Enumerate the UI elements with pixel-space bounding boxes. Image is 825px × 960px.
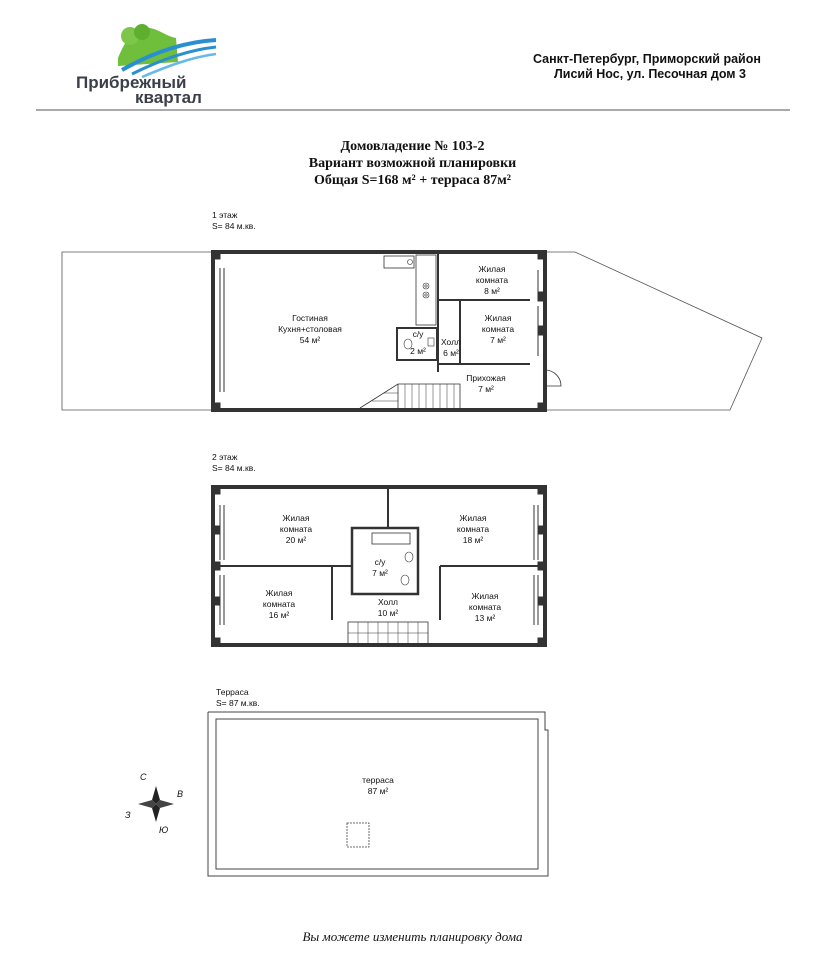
room-f1-hall-area: 6 м² bbox=[443, 348, 459, 358]
terrace-area: S= 87 м.кв. bbox=[216, 698, 260, 708]
room-f2-bedroom20-area: 20 м² bbox=[285, 535, 307, 545]
room-f1-bedroom7-name1: Жилая bbox=[484, 313, 512, 323]
terrace-name: Терраса bbox=[216, 687, 249, 697]
room-f1-wc bbox=[400, 329, 436, 357]
room-terrace-name: терраса bbox=[362, 775, 394, 785]
logo-icon bbox=[118, 24, 216, 77]
page-title-line2: Вариант возможной планировки bbox=[308, 156, 517, 171]
room-terrace bbox=[348, 775, 408, 797]
room-f2-wc-name: с/у bbox=[374, 557, 386, 567]
page-title-line1: Домовладение № 103-2 bbox=[340, 139, 485, 154]
room-terrace-area: 87 м² bbox=[367, 786, 389, 796]
compass-west: З bbox=[125, 810, 131, 820]
room-f2-bedroom18-name1: Жилая bbox=[459, 513, 487, 523]
room-f2-bedroom13-area: 13 м² bbox=[474, 613, 496, 623]
room-living-name2: Кухня+столовая bbox=[278, 324, 342, 334]
floor1-name: 1 этаж bbox=[212, 210, 238, 220]
compass-icon bbox=[138, 786, 174, 822]
room-living-name1: Гостиная bbox=[292, 313, 328, 323]
floor1-area: S= 84 м.кв. bbox=[212, 221, 256, 231]
room-f2-bedroom20-name1: Жилая bbox=[282, 513, 310, 523]
address-line2: Лисий Нос, ул. Песочная дом 3 bbox=[554, 67, 746, 81]
room-f2-hall bbox=[368, 597, 408, 619]
room-f2-bedroom18 bbox=[443, 513, 503, 546]
room-f1-entry-area: 7 м² bbox=[478, 384, 494, 394]
room-f1-bedroom8-area: 8 м² bbox=[484, 286, 500, 296]
room-f1-wc-name: с/у bbox=[412, 329, 424, 339]
room-f2-bedroom16-name2: комната bbox=[262, 599, 296, 609]
room-living-area: 54 м² bbox=[299, 335, 321, 345]
room-f1-hall-name: Холл bbox=[440, 337, 462, 347]
room-f1-hall bbox=[436, 337, 466, 359]
room-f2-bedroom20-name2: комната bbox=[279, 524, 313, 534]
room-f2-bedroom18-area: 18 м² bbox=[462, 535, 484, 545]
room-f2-bedroom18-name2: комната bbox=[456, 524, 490, 534]
room-f2-hall-area: 10 м² bbox=[377, 608, 399, 618]
room-f2-wc-area: 7 м² bbox=[372, 568, 388, 578]
room-f1-bedroom8 bbox=[462, 264, 522, 297]
floor2-area: S= 84 м.кв. bbox=[212, 463, 256, 473]
room-f1-bedroom7-area: 7 м² bbox=[490, 335, 506, 345]
room-f2-bedroom16 bbox=[249, 588, 309, 621]
room-f1-bedroom7-name2: комната bbox=[481, 324, 515, 334]
room-f1-bedroom8-name2: комната bbox=[475, 275, 509, 285]
room-f1-bedroom7 bbox=[468, 313, 528, 346]
room-f2-bedroom13 bbox=[455, 591, 515, 624]
logo-line2: квартал bbox=[135, 88, 202, 107]
compass-north: С bbox=[140, 772, 147, 782]
room-living bbox=[260, 313, 360, 346]
room-f2-bedroom16-name1: Жилая bbox=[265, 588, 293, 598]
room-f2-bedroom16-area: 16 м² bbox=[268, 610, 290, 620]
compass-east: В bbox=[177, 789, 184, 799]
floor2-name: 2 этаж bbox=[212, 452, 238, 462]
room-f1-wc-area: 2 м² bbox=[410, 346, 426, 356]
compass-south: Ю bbox=[159, 825, 169, 835]
room-f1-entry bbox=[456, 373, 516, 395]
room-f1-bedroom8-name1: Жилая bbox=[478, 264, 506, 274]
page-title-line3: Общая S=168 м² + терраса 87м² bbox=[313, 173, 512, 188]
room-f1-entry-name: Прихожая bbox=[466, 373, 506, 383]
logo-line1: Прибрежный bbox=[76, 73, 187, 92]
room-f2-wc bbox=[360, 557, 400, 579]
room-f2-bedroom13-name1: Жилая bbox=[471, 591, 499, 601]
address-line1: Санкт-Петербург, Приморский район bbox=[533, 52, 761, 66]
room-f2-bedroom20 bbox=[266, 513, 326, 546]
room-f2-hall-name: Холл bbox=[377, 597, 399, 607]
footer-note: Вы можете изменить планировку дома bbox=[302, 929, 523, 944]
room-f2-bedroom13-name2: комната bbox=[468, 602, 502, 612]
